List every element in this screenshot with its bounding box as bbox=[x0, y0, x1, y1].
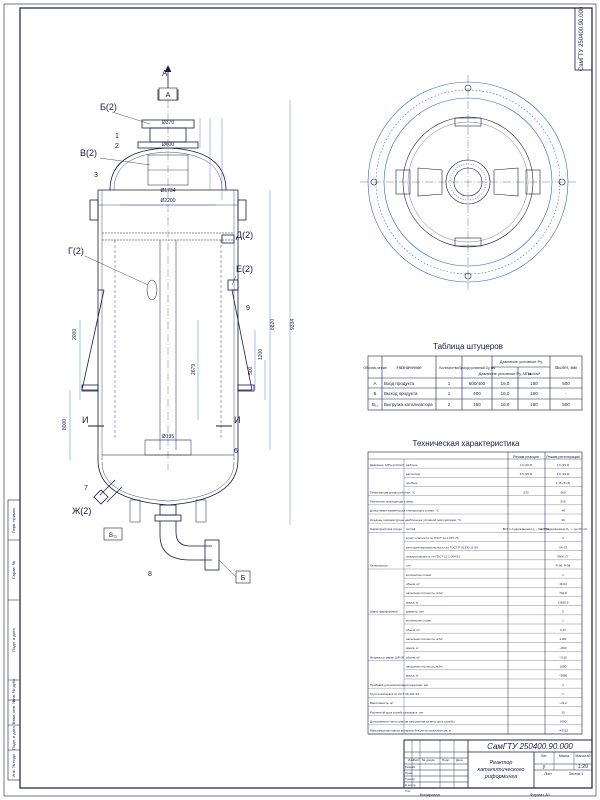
part-number: 9 bbox=[246, 305, 250, 312]
part-number: 3 bbox=[94, 172, 98, 179]
tech-spec-col-head: Режим регенерации bbox=[546, 455, 580, 459]
nozzle-cell: Б bbox=[373, 391, 377, 396]
spec-value-regeneration: 1 bbox=[562, 572, 564, 577]
nozzle-cell: 16,0 bbox=[500, 391, 510, 396]
spec-param-label: количество слоев bbox=[406, 618, 431, 623]
dim-text: Ø135 bbox=[161, 434, 175, 440]
spec-param-label: объем, м³ bbox=[406, 655, 420, 660]
nozzle-col-group-header: Давление условное Pу bbox=[499, 359, 543, 364]
nozzle-col-header: Назначение bbox=[396, 365, 422, 370]
nozzle-col-header: кгс/см² bbox=[527, 371, 541, 376]
title-name-line: риформинга bbox=[484, 774, 518, 780]
nozzle-cell: - bbox=[565, 391, 567, 396]
spec-param-label: класс опасности по ГОСТ 12.1.007-76 bbox=[406, 536, 459, 541]
tech-spec-title: Техническая характеристика bbox=[412, 439, 520, 448]
spec-param-label: насыпная плотность, кг/м³ bbox=[406, 591, 443, 596]
title-block-texts bbox=[405, 742, 590, 797]
spec-param-label: пробное bbox=[406, 481, 418, 486]
title-copied: Копировал bbox=[419, 792, 441, 797]
spec-group-label: Среднее температурное наибольшее условной эксплуатации, °С bbox=[370, 517, 462, 522]
spec-value-regeneration: ~3880 bbox=[558, 673, 568, 678]
spec-group-label: Давление, МПа (кгс/см²) bbox=[370, 462, 404, 467]
spec-value-reaction: 3,5 (35,0) bbox=[519, 472, 533, 477]
nozzle-col-header: Давление условное Pу, МПа bbox=[478, 371, 532, 376]
dim-text: 2679 bbox=[191, 363, 197, 375]
spec-group-label: Индикатор марки ШР-09 bbox=[370, 655, 405, 660]
dimension-texts bbox=[62, 120, 296, 440]
spec-value-regeneration: -40 bbox=[560, 508, 566, 513]
spec-value-regeneration: 18,64 bbox=[559, 582, 567, 587]
title-role: № докум. bbox=[422, 758, 436, 762]
spec-param-label: масса, кг bbox=[406, 673, 419, 678]
side-strip-label: Перв. примен. bbox=[11, 506, 16, 534]
side-strip-label: Справ. № bbox=[11, 560, 16, 580]
nozzle-cell: В₁₁ bbox=[371, 402, 379, 407]
side-strip-label: Подп. и дата bbox=[11, 628, 16, 652]
spec-param-label: категория взрывоопасности по ГОСТ Р 51330.11-99 bbox=[406, 545, 478, 550]
spec-param-label: состав bbox=[406, 527, 416, 532]
spec-group-label: Группа аппарата по ОСТ 26-291-94 bbox=[370, 692, 419, 697]
spec-value-regeneration: IIA-Т3 bbox=[558, 545, 568, 550]
spec-value-reaction: 530 bbox=[523, 490, 529, 495]
callout-v11: В₁₁ bbox=[108, 533, 118, 539]
nozzle-cell: 500 bbox=[562, 381, 570, 386]
side-strip-label: Инв. № дубл. bbox=[11, 677, 16, 703]
callout-e2: Е(2) bbox=[236, 264, 254, 274]
spec-group-label: Допустимая наименьшая температура стенки, °С bbox=[370, 508, 439, 513]
spec-value-regeneration: 740,8 bbox=[559, 591, 567, 596]
nozzle-cell: 16,0 bbox=[500, 402, 510, 407]
dimension-lines bbox=[70, 100, 290, 525]
spec-value-regeneration: 13825,5 bbox=[557, 600, 569, 605]
nozzle-col-header: Вылет, мм bbox=[555, 365, 577, 370]
title-sheets-label: Листов 1 bbox=[568, 772, 584, 776]
spec-value-regeneration: 535 bbox=[560, 499, 566, 504]
dim-text: 6820 bbox=[270, 318, 276, 330]
spec-param-label: объем, м³ bbox=[406, 627, 420, 632]
callout-d2: Д(2) bbox=[236, 230, 254, 240]
nozzle-cell: 500 bbox=[562, 402, 570, 407]
spec-value-regeneration: 3 bbox=[562, 682, 564, 687]
nozzle-col-header: Обозна-чение bbox=[363, 366, 387, 370]
title-role: Лист bbox=[413, 758, 420, 762]
view-a-box-label: А bbox=[165, 92, 171, 99]
spec-value-regeneration: 1580 bbox=[559, 664, 567, 669]
side-strip-label: Взам. инв. № bbox=[11, 699, 16, 725]
top-stamp bbox=[575, 6, 592, 71]
spec-param-label: диаметр, мм bbox=[406, 609, 424, 614]
spec-value-regeneration: ЛВЖ, ГГ bbox=[557, 554, 569, 559]
title-role: Изм. bbox=[408, 758, 415, 762]
spec-value-reaction: 1,6 (16,0) bbox=[519, 462, 533, 467]
plan-view-a bbox=[360, 75, 576, 290]
sheet-outer-border bbox=[4, 4, 596, 796]
spec-value-regeneration: ~31,2 bbox=[559, 701, 567, 706]
top-stamp-text: СамГТУ 250400.90.000 bbox=[579, 6, 585, 72]
nozzle-cell: 400 bbox=[473, 391, 481, 396]
title-role: Пров. bbox=[405, 771, 413, 775]
nozzle-cell: 1 bbox=[447, 391, 451, 396]
title-role: Утв. bbox=[405, 789, 411, 793]
spec-value-regeneration: ~43312 bbox=[557, 728, 569, 733]
title-lit-label: Лит. bbox=[540, 754, 548, 758]
title-designation: СамГТУ 250400.90.000 bbox=[487, 742, 573, 751]
title-role: Т.контр. bbox=[405, 777, 416, 781]
tech-spec bbox=[368, 439, 588, 734]
spec-group-label: Максимальная масса аппарата без учета катализатора, кг bbox=[370, 728, 452, 733]
spec-group-label: Температура среды рабочая, °С bbox=[370, 490, 416, 495]
spec-group-label: Расчетный срок службы аппарата, лет bbox=[370, 710, 424, 715]
callout-b2: Б(2) bbox=[100, 102, 117, 112]
spec-group-label: Расчетная температура стенки bbox=[370, 499, 414, 504]
title-mass-label: Масса bbox=[558, 754, 570, 758]
nozzle-cell: 160 bbox=[530, 391, 538, 396]
dim-text: 1200 bbox=[258, 348, 264, 360]
spec-value-regeneration: 1000 bbox=[559, 719, 567, 724]
spec-param-label: насыпная плотность, кг/м³ bbox=[406, 637, 443, 642]
dim-text: Ø370 bbox=[161, 120, 175, 126]
part-number: 1 bbox=[115, 133, 119, 140]
title-role: Разраб. bbox=[405, 765, 416, 769]
part-number: 2 bbox=[115, 143, 119, 150]
nozzle-cell: 2 bbox=[447, 402, 451, 407]
side-strip bbox=[8, 500, 20, 780]
nozzle-cell: 600/400 bbox=[468, 381, 486, 386]
nozzle-col-header: Количество bbox=[439, 366, 459, 370]
spec-rows bbox=[368, 463, 588, 734]
callout-g2: Г(2) bbox=[68, 246, 84, 256]
nozzle-cell: Вход продукта bbox=[384, 381, 415, 386]
spec-param-label: масса, кг bbox=[406, 600, 419, 605]
spec-group-label: Характеристика среды bbox=[370, 527, 402, 532]
spec-value-regeneration: 30 bbox=[561, 517, 565, 522]
spec-value-regeneration: 15 bbox=[561, 710, 565, 715]
section-mark-right: И bbox=[234, 415, 241, 425]
dim-text: 9334 bbox=[290, 318, 296, 330]
spec-value-regeneration: 1,6 (16,0) bbox=[556, 472, 570, 477]
spec-group-label: Вместимость, м³ bbox=[370, 701, 394, 706]
spec-value-regeneration: 0,37 bbox=[560, 627, 566, 632]
title-sheet-label: Лист bbox=[544, 772, 552, 776]
view-a-arrow-label: А bbox=[162, 69, 168, 78]
spec-value-regeneration: 2160 bbox=[559, 637, 567, 642]
spec-value-regeneration: 3 bbox=[562, 536, 564, 541]
spec-value-regeneration: 1 bbox=[562, 692, 564, 697]
title-format: Формат A1 bbox=[529, 792, 551, 797]
nozzle-cell: 16,0 bbox=[500, 381, 510, 386]
spec-value-regeneration: Газ с содержанием O₂ — до 3% об. bbox=[538, 527, 588, 532]
spec-value-regeneration: 1 bbox=[562, 618, 564, 623]
part-number: 8 bbox=[148, 571, 152, 578]
sheet-frame bbox=[20, 8, 592, 788]
title-scale-label: Масштаб bbox=[575, 754, 591, 758]
dim-text: 500 bbox=[248, 366, 254, 375]
callout-v2: В(2) bbox=[80, 148, 98, 158]
spec-param-label: насыпная плотность, кг/м³ bbox=[406, 664, 443, 669]
nozzle-cell: 160 bbox=[530, 381, 538, 386]
callout-b-bottom: Б bbox=[240, 575, 246, 582]
nozzle-col-header: Проход условный Dу, мм bbox=[458, 366, 496, 370]
side-strip-label: Инв. № подл. bbox=[11, 752, 16, 778]
section-mark-left: И bbox=[82, 415, 89, 425]
nozzle-cell: 160 bbox=[530, 402, 538, 407]
dim-text: Ø2200 bbox=[160, 198, 176, 204]
spec-param-label: объем, м³ bbox=[406, 582, 420, 587]
spec-param-label: количество слоев bbox=[406, 572, 431, 577]
spec-param-label: масса, кг bbox=[406, 646, 419, 651]
spec-value-regeneration: R-56, R-98 bbox=[555, 563, 571, 568]
dim-text: Ø1734 bbox=[160, 188, 176, 194]
spec-param-label: расчетное bbox=[406, 472, 421, 477]
title-name-line: каталитического bbox=[477, 767, 525, 773]
spec-group-label: Шары фарфоровые bbox=[370, 609, 398, 614]
part-number: 7 bbox=[84, 485, 88, 492]
nozzle-table bbox=[363, 342, 582, 410]
spec-param-label: пожароопасность по ГОСТ 12.1.004-91 bbox=[406, 554, 460, 559]
tech-spec-col-head: Режим реакции bbox=[513, 455, 539, 459]
nozzle-rows bbox=[372, 381, 570, 407]
part-number: 6 bbox=[234, 448, 238, 455]
dim-text: 2000 bbox=[72, 328, 78, 340]
spec-param-label: рабочее bbox=[406, 462, 418, 467]
title-role: Н.контр. bbox=[405, 783, 417, 787]
callout-zh2: Ж(2) bbox=[72, 506, 92, 516]
nozzle-cell: Выход продукта bbox=[384, 391, 418, 396]
nozzle-cell: 1 bbox=[447, 381, 451, 386]
title-scale-value: 1:20 bbox=[578, 764, 588, 770]
spec-param-label: тип bbox=[406, 563, 411, 568]
spec-value-regeneration: 6 bbox=[562, 609, 564, 614]
spec-value-regeneration: 1,5 (15,0) bbox=[556, 462, 570, 467]
spec-value-reaction: ВСГ с содержанием H₂ — от 68% bbox=[502, 527, 550, 532]
spec-group-label: Катализатор bbox=[370, 563, 388, 568]
nozzle-cell: А bbox=[373, 381, 377, 386]
spec-group-label: Допускаемое число циклов нагружения за весь срок службы bbox=[370, 719, 455, 724]
title-stage: у bbox=[542, 764, 546, 770]
side-strip-label: Подп. и дата bbox=[11, 726, 16, 750]
nozzle-cell: 150 bbox=[473, 402, 481, 407]
title-name-line: Реактор bbox=[489, 760, 513, 766]
spec-value-regeneration: 560 bbox=[560, 490, 566, 495]
nozzle-table-title: Таблица штуцеров bbox=[433, 342, 503, 351]
nozzle-cell: Выгрузка катализатора bbox=[384, 402, 433, 407]
spec-value-regeneration: ~800 bbox=[559, 646, 567, 651]
title-role: Дата bbox=[456, 758, 463, 762]
spec-value-regeneration: ~3,15 bbox=[559, 655, 567, 660]
dim-text: Ø600 bbox=[161, 142, 175, 148]
dim-text: 8000 bbox=[62, 418, 68, 430]
title-role: Подп. bbox=[442, 758, 450, 762]
spec-value-regeneration: 4,15 (41,5) bbox=[555, 481, 571, 486]
spec-group-label: Прибавка для компенсации коррозии, мм bbox=[370, 682, 428, 687]
